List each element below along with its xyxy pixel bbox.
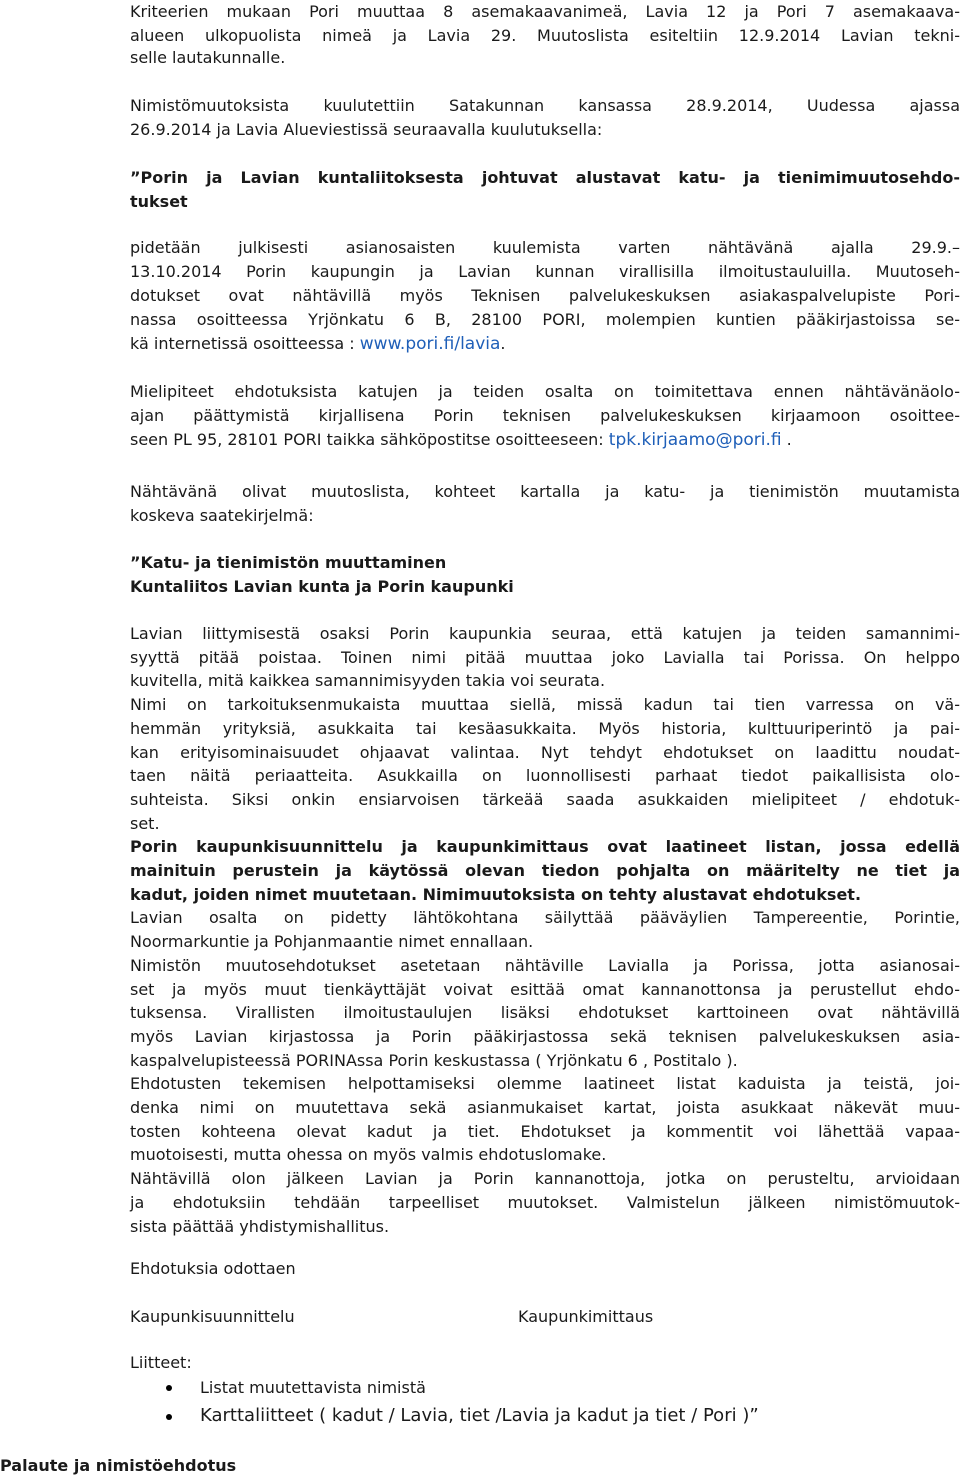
pori-lavia-link[interactable]: www.pori.fi/lavia — [359, 334, 501, 354]
shown-line: koskeva saatekirjelmä: — [130, 506, 314, 525]
body-line: tuksensa. Virallisten ilmoitustaulujen lisäksi ehdotukset karttoineen ovat nähtävillä — [130, 1003, 960, 1022]
body-line: set ja myös muut tienkäyttäjät voivat esittää omat kannanottonsa ja perustellut ehdo- — [130, 980, 960, 999]
notice-title-line: ”Porin ja Lavian kuntaliitoksesta johtuvat alustavat katu- ja tienimimuutosehdo- — [130, 168, 960, 187]
email-link[interactable]: tpk.kirjaamo@pori.fi — [608, 430, 782, 450]
body-line: muotoisesti, mutta ohessa on myös valmis ehdotuslomake. — [130, 1145, 607, 1164]
body-line: suhteista. Siksi onkin ensiarvoisen tärkeää saada asukkaiden mielipiteet / ehdotuk- — [130, 790, 960, 809]
body-line: Noormarkuntie ja Pohjanmaantie nimet ennallaan. — [130, 932, 534, 951]
body-line: Ehdotusten tekemisen helpottamiseksi olemme laatineet listat kaduista ja teistä, joi- — [130, 1074, 960, 1093]
attachments-label: Liitteet: — [130, 1353, 192, 1372]
body-line: syyttä pitää poistaa. Toinen nimi pitää muuttaa joko Lavialla tai Porissa. On helppo — [130, 648, 960, 667]
footer-heading: Palaute ja nimistöehdotus — [0, 1456, 237, 1475]
body-line: ja ehdotuksiin tehdään tarpeelliset muutokset. Valmistelun jälkeen nimistömuutok- — [130, 1193, 960, 1212]
attachment-item: Karttaliitteet ( kadut / Lavia, tiet /Lavia ja kadut ja tiet / Pori )” — [200, 1405, 759, 1426]
display-line: pidetään julkisesti asianosaisten kuulemista varten nähtävänä ajalla 29.9.– — [130, 238, 960, 257]
signature-surveying: Kaupunkimittaus — [518, 1307, 654, 1326]
intro-line: Kriteerien mukaan Pori muuttaa 8 asemakaavanimeä, Lavia 12 ja Pori 7 asemakaava- — [130, 2, 960, 21]
notice-title-line: tukset — [130, 192, 188, 211]
body-line: kadut, joiden nimet muutetaan. Nimimuutoksista on tehty alustavat ehdotukset. — [130, 885, 862, 904]
display-line — [130, 332, 960, 356]
letter-title-line: Kuntaliitos Lavian kunta ja Porin kaupunki — [130, 577, 514, 596]
display-end: . — [500, 334, 506, 353]
opinions-text: seen PL 95, 28101 PORI taikka sähköpostitse osoitteeseen: — [130, 430, 609, 449]
body-line: Lavian osalta on pidetty lähtökohtana säilyttää pääväylien Tampereentie, Porintie, — [130, 908, 960, 927]
signature-planning: Kaupunkisuunnittelu — [130, 1307, 295, 1326]
body-line: set. — [130, 814, 160, 833]
display-line: dotukset ovat nähtävillä myös Teknisen palvelukeskuksen asiakaspalvelupiste Pori- — [130, 286, 960, 305]
body-line: tosten kohteena olevat kadut ja tiet. Ehdotukset ja kommentit voi lähettää vapaa- — [130, 1122, 960, 1141]
opinions-end: . — [781, 430, 792, 449]
display-line: nassa osoitteessa Yrjönkatu 6 B, 28100 PORI, molempien kuntien pääkirjastoissa se- — [130, 310, 960, 329]
body-line: denka nimi on muutettava sekä asianmukaiset kartat, joista asukkaat näkevät muu- — [130, 1098, 960, 1117]
letter-title-line: ”Katu- ja tienimistön muuttaminen — [130, 553, 447, 572]
notice-line: 26.9.2014 ja Lavia Alueviestissä seuraavalla kuulutuksella: — [130, 120, 603, 139]
shown-line: Nähtävänä olivat muutoslista, kohteet kartalla ja katu- ja tienimistön muutamista — [130, 482, 960, 501]
display-line: 13.10.2014 Porin kaupungin ja Lavian kunnan virallisilla ilmoitustauluilla. Muutoseh- — [130, 262, 960, 281]
body-line: sista päättää yhdistymishallitus. — [130, 1217, 390, 1236]
closing-text: Ehdotuksia odottaen — [130, 1259, 296, 1278]
opinions-line: Mielipiteet ehdotuksista katujen ja teiden osalta on toimitettava ennen nähtävänäolo- — [130, 382, 960, 401]
body-line: mainituin perustein ja käytössä olevan tiedon pohjalta on määritelty ne tiet ja — [130, 861, 960, 880]
body-line: myös Lavian kirjastossa ja Porin pääkirjastossa sekä teknisen palvelukeskuksen asia- — [130, 1027, 960, 1046]
notice-line: Nimistömuutoksista kuulutettiin Satakunnan kansassa 28.9.2014, Uudessa ajassa — [130, 96, 960, 115]
display-text: kä internetissä osoitteessa : — [130, 334, 360, 353]
body-line: Nimistön muutosehdotukset asetetaan nähtäville Lavialla ja Porissa, jotta asianosai- — [130, 956, 960, 975]
bullet-icon — [166, 1385, 172, 1391]
body-line: Lavian liittymisestä osaksi Porin kaupunkia seuraa, että katujen ja teiden samannimi- — [130, 624, 960, 643]
body-line: kaspalvelupisteessä PORINAssa Porin keskustassa ( Yrjönkatu 6 , Postitalo ). — [130, 1051, 738, 1070]
body-line: kan erityisominaisuudet ohjaavat valintaa. Nyt tehdyt ehdotukset on laadittu noudat- — [130, 743, 960, 762]
opinions-line: ajan päättymistä kirjallisena Porin teknisen palvelukeskuksen kirjaamoon osoittee- — [130, 406, 960, 425]
body-line: taen näitä periaatteita. Asukkailla on luonnollisesti parhaat tiedot paikallisista olo- — [130, 766, 960, 785]
intro-line: alueen ulkopuolista nimeä ja Lavia 29. Muutoslista esiteltiin 12.9.2014 Lavian tekni- — [130, 26, 960, 45]
body-line: hemmän yrityksiä, asukkaita tai kesäasukkaita. Myös historia, kulttuuriperintö ja pai- — [130, 719, 960, 738]
opinions-line — [130, 428, 960, 452]
body-line: Nimi on tarkoituksenmukaista muuttaa siellä, missä kadun tai tien varressa on vä- — [130, 695, 960, 714]
body-line: Porin kaupunkisuunnittelu ja kaupunkimittaus ovat laatineet listan, jossa edellä — [130, 837, 960, 856]
body-line: Nähtävillä olon jälkeen Lavian ja Porin kannanottoja, jotka on perusteltu, arvioidaan — [130, 1169, 960, 1188]
body-line: kuvitella, mitä kaikkea samannimisyyden takia voi seurata. — [130, 671, 606, 690]
attachment-item: Listat muutettavista nimistä — [200, 1378, 426, 1397]
intro-line: selle lautakunnalle. — [130, 48, 286, 67]
bullet-icon — [166, 1414, 172, 1420]
